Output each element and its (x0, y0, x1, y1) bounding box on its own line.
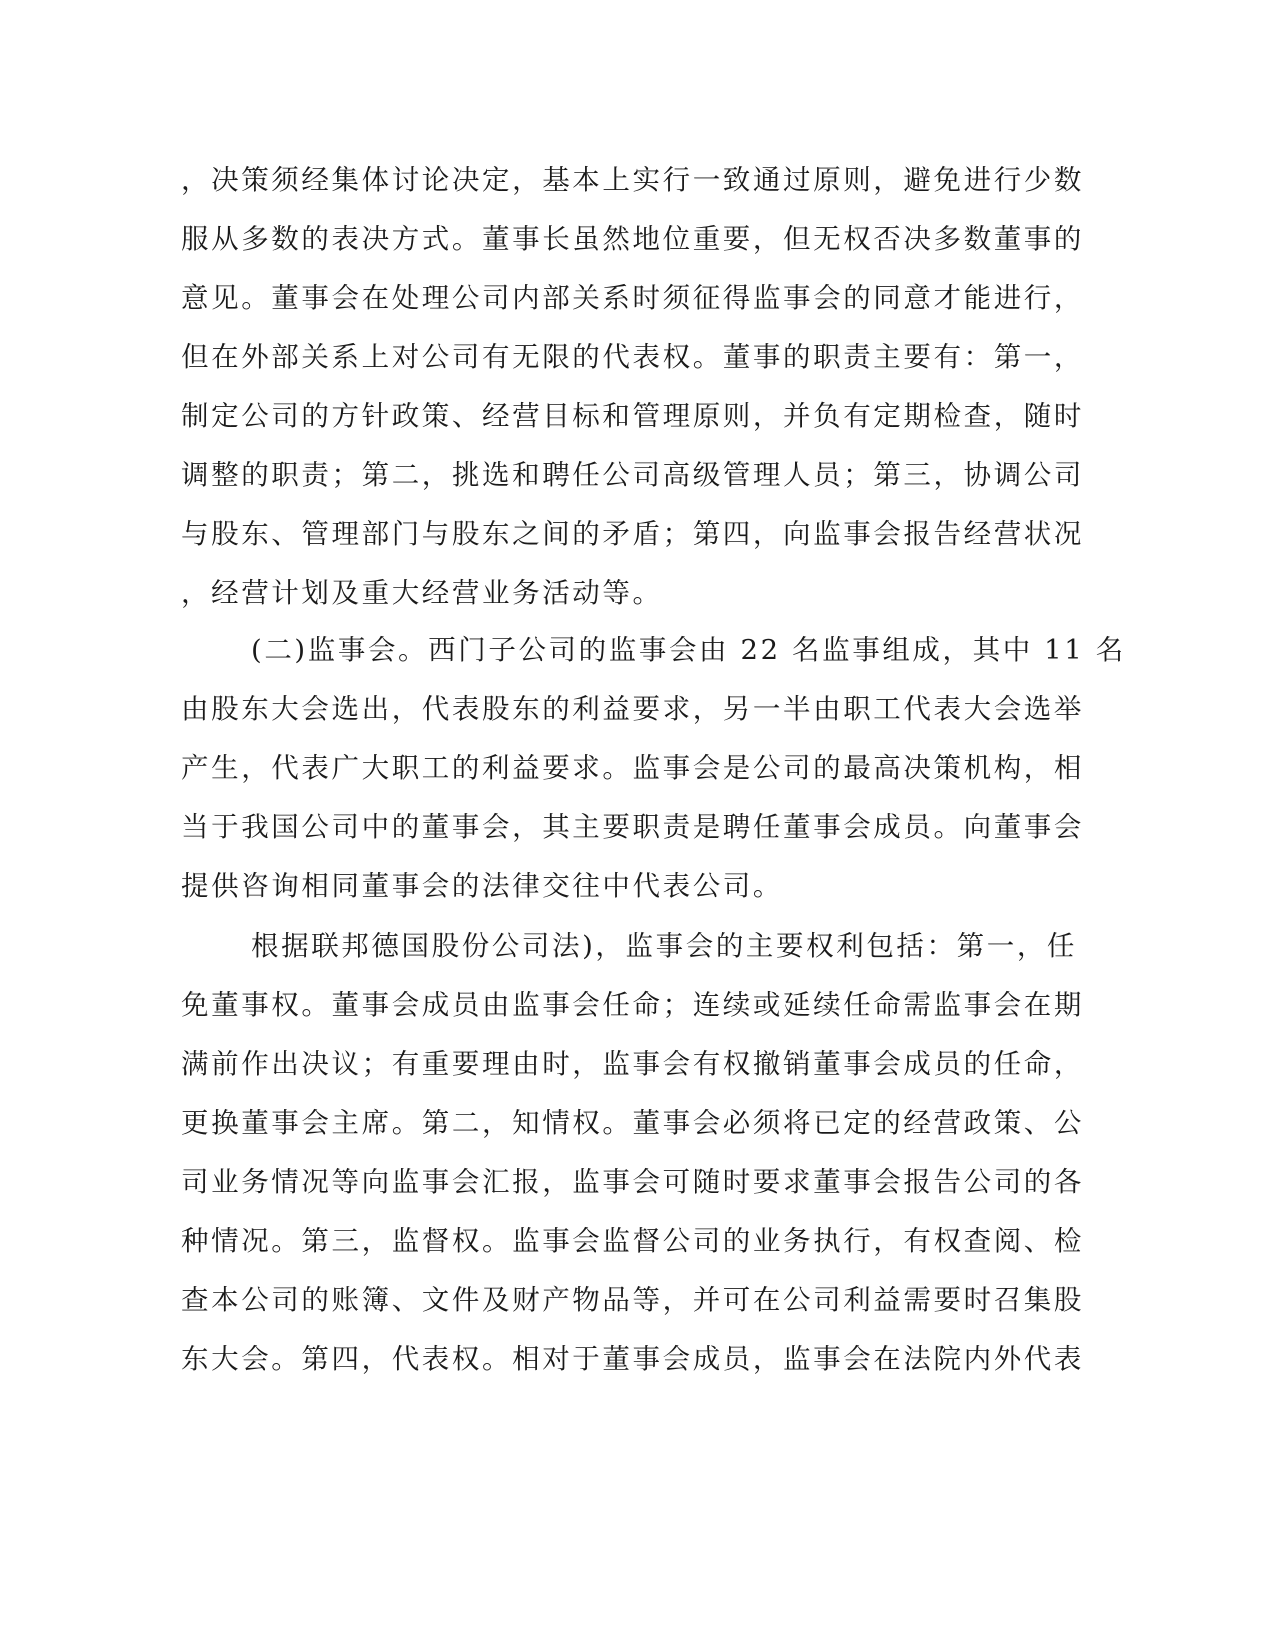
text-line: 东大会。第四，代表权。相对于董事会成员，监事会在法院内外代表 (181, 1343, 1084, 1375)
text-line: (二)监事会。西门子公司的监事会由 22 名监事组成，其中 11 名 (251, 634, 1126, 666)
text-line: 调整的职责；第二，挑选和聘任公司高级管理人员；第三，协调公司 (181, 459, 1084, 491)
paragraph-board-duties (181, 151, 1084, 623)
text-line: ，经营计划及重大经营业务活动等。 (181, 577, 663, 609)
text-line: 满前作出决议；有重要理由时，监事会有权撤销董事会成员的任命， (181, 1048, 1084, 1080)
text-line: 当于我国公司中的董事会，其主要职责是聘任董事会成员。向董事会 (181, 811, 1084, 843)
paragraph-supervisory-board (181, 621, 1126, 916)
text-line: 与股东、管理部门与股东之间的矛盾；第四，向监事会报告经营状况 (181, 518, 1084, 550)
text-line: 制定公司的方针政策、经营目标和管理原则，并负有定期检查，随时 (181, 400, 1084, 432)
text-line: 服从多数的表决方式。董事长虽然地位重要，但无权否决多数董事的 (181, 223, 1084, 255)
text-line: 种情况。第三，监督权。监事会监督公司的业务执行，有权查阅、检 (181, 1225, 1084, 1257)
text-line: 根据联邦德国股份公司法)，监事会的主要权利包括：第一，任 (251, 930, 1078, 962)
text-line: 查本公司的账簿、文件及财产物品等，并可在公司利益需要时召集股 (181, 1284, 1084, 1316)
paragraph-supervisory-rights (181, 917, 1084, 1389)
text-line: 由股东大会选出，代表股东的利益要求，另一半由职工代表大会选举 (181, 693, 1084, 725)
text-line: 产生，代表广大职工的利益要求。监事会是公司的最高决策机构，相 (181, 752, 1084, 784)
text-line: 意见。董事会在处理公司内部关系时须征得监事会的同意才能进行， (181, 282, 1084, 314)
text-line: 更换董事会主席。第二，知情权。董事会必须将已定的经营政策、公 (181, 1107, 1084, 1139)
text-line: 提供咨询相同董事会的法律交往中代表公司。 (181, 870, 783, 902)
text-line: ，决策须经集体讨论决定，基本上实行一致通过原则，避免进行少数 (181, 164, 1084, 196)
text-line: 但在外部关系上对公司有无限的代表权。董事的职责主要有：第一， (181, 341, 1084, 373)
text-line: 司业务情况等向监事会汇报，监事会可随时要求董事会报告公司的各 (181, 1166, 1084, 1198)
text-line: 免董事权。董事会成员由监事会任命；连续或延续任命需监事会在期 (181, 989, 1084, 1021)
